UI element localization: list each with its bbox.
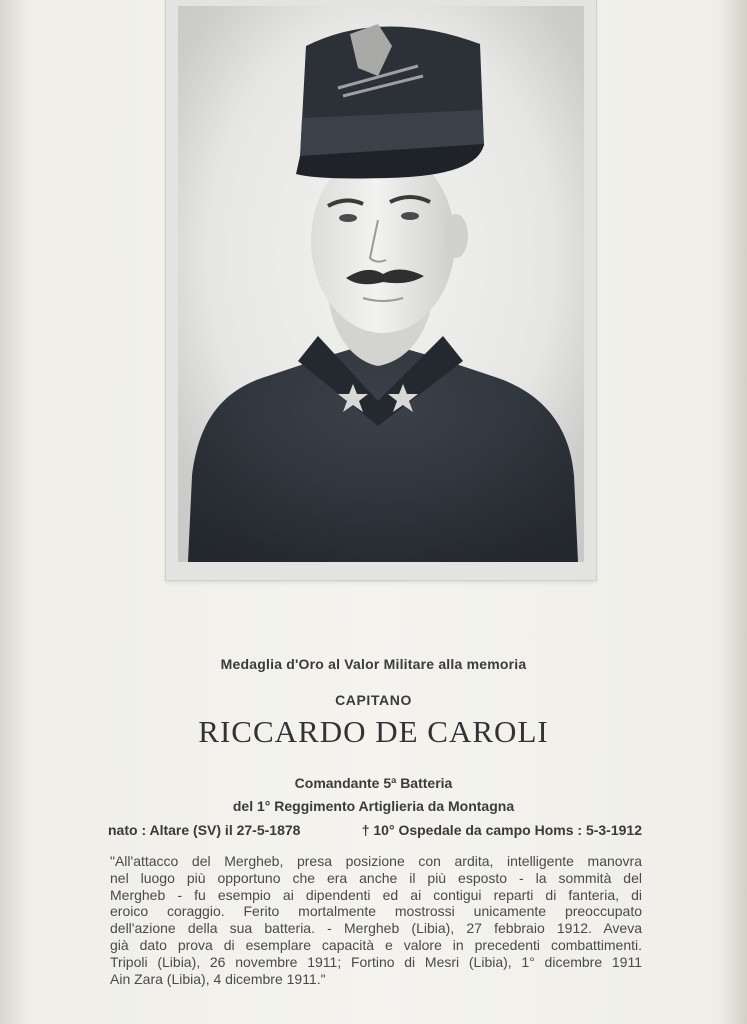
portrait-photo [178,6,584,562]
rank-label: CAPITANO [335,692,412,708]
citation-line: Mergheb - fu esempio ai dipendenti ed ai contigui reparti di fanteria, di [110,886,642,903]
portrait-photo-frame [166,0,596,580]
command-line-1: Comandante 5ª Batteria [294,775,453,791]
medal-title: Medaglia d'Oro al Valor Militare alla memoria [220,656,527,672]
citation-line: eroico coraggio. Ferito mortalmente mostrossi unicamente preoccupato [110,903,642,920]
birth-info: nato : Altare (SV) il 27-5-1878 [108,822,301,838]
citation-line: dell'azione della sua batteria. - Mergheb (Libia), 27 febbraio 1912. Aveva [110,920,642,937]
medal-citation [110,853,642,987]
officer-portrait [178,6,584,562]
citation-line: Tripoli (Libia), 26 novembre 1911; Fortino di Mesri (Libia), 1° dicembre 1911 [110,953,642,970]
citation-line: già dato prova di esemplare capacità e valore in precedenti combattimenti. [110,936,642,953]
citation-line: "All'attacco del Mergheb, presa posizione con ardita, intelligente manovra [110,853,642,869]
person-name: RICCARDO DE CAROLI [198,714,549,749]
citation-line: nel luogo più opportuno che era anche il più esposto - la sommità del [110,869,642,886]
citation-line: Ain Zara (Libia), 4 dicembre 1911." [110,970,326,987]
command-line-2: del 1° Reggimento Artiglieria da Montagna [232,798,515,814]
death-info: † 10° Ospedale da campo Homs : 5-3-1912 [361,822,642,838]
